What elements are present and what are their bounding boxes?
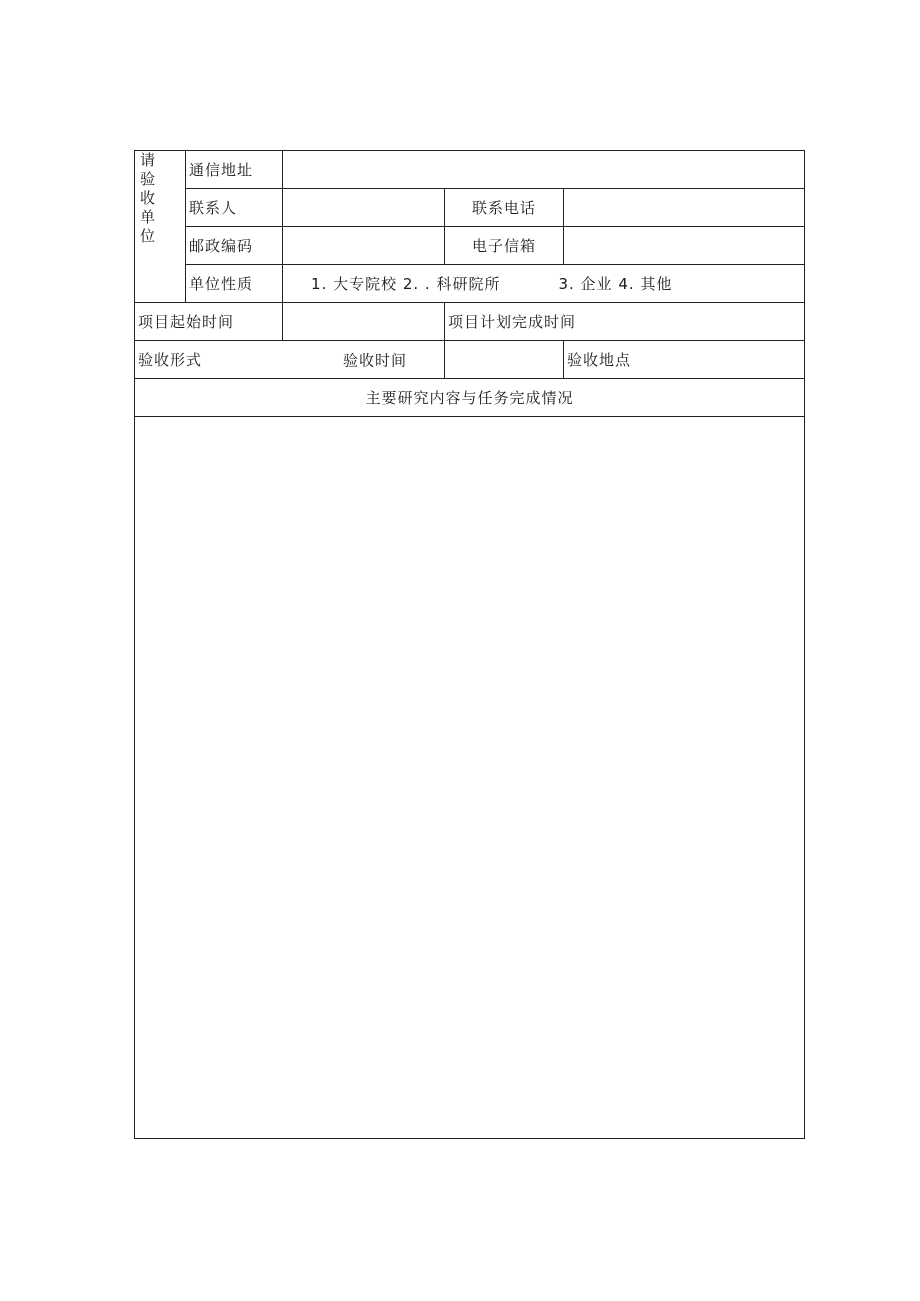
acceptance-application-form [134,150,805,1139]
project-start-field[interactable] [283,303,445,341]
content-header: 主要研究内容与任务完成情况 [135,379,805,417]
row-content-header [135,379,805,417]
phone-label: 联系电话 [445,189,564,227]
row-address [135,151,805,189]
project-start-label: 项目起始时间 [135,303,283,341]
row-project-time [135,303,805,341]
acceptance-time-label: 验收时间 [343,351,408,369]
address-field[interactable] [283,151,805,189]
contact-label: 联系人 [186,189,283,227]
row-contact [135,189,805,227]
content-body-field[interactable] [135,417,805,1139]
row-acceptance [135,341,805,379]
acceptance-place-label: 验收地点 [564,341,805,379]
nature-options-b: 3. 企业 4. 其他 [558,275,673,293]
acceptance-form-cell[interactable] [135,341,445,379]
project-planned-end-label: 项目计划完成时间 [445,303,805,341]
row-content-body [135,417,805,1139]
nature-options-a: 1. 大专院校 2. . 科研院所 [311,275,501,293]
contact-field[interactable] [283,189,445,227]
nature-label: 单位性质 [186,265,283,303]
address-label: 通信地址 [186,151,283,189]
acceptance-form-label: 验收形式 [138,351,203,369]
nature-options-cell[interactable] [283,265,805,303]
postcode-field[interactable] [283,227,445,265]
phone-field[interactable] [564,189,805,227]
postcode-label: 邮政编码 [186,227,283,265]
applicant-section-label: 请验收单位 [140,151,156,245]
row-nature [135,265,805,303]
row-postcode [135,227,805,265]
email-field[interactable] [564,227,805,265]
email-label: 电子信箱 [445,227,564,265]
applicant-section-cell [135,151,186,303]
acceptance-time-field[interactable] [445,341,564,379]
